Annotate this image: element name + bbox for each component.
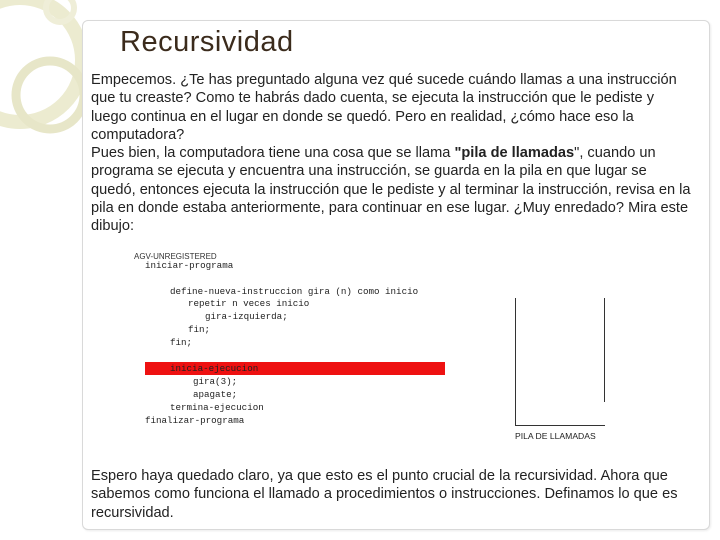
code-line: iniciar-programa [145, 260, 234, 271]
code-line: fin; [188, 324, 211, 335]
intro-text: Empecemos. ¿Te has preguntado alguna vez qué sucede cuándo llamas a una instrucción que tu creaste? Como te habrás dado cuenta, se ejecuta la instrucción que le pediste y luego continua en el lugar en donde se quedó. Pero en realidad, ¿cómo hace eso la computadora? [91, 72, 677, 143]
stack-explanation-rest: ", cuando un programa se ejecuta y encuentra una instrucción, se guarda en la pila en que lugar se quedó, entonces ejecuta la instrucción que le pediste y al terminar la instrucción, revisa en la pila en donde estaba anteriormente, para continuar en ese lugar. ¿Muy enredado? Mira este dibujo: [91, 145, 691, 235]
stack-bottom [515, 425, 605, 426]
code-line: inicia-ejecucion [170, 363, 259, 374]
code-line: repetir n veces inicio [188, 298, 310, 309]
intro-paragraph [91, 71, 691, 236]
deco-circle-large [0, 0, 82, 122]
stack-figure [445, 250, 610, 452]
code-line: fin; [170, 337, 193, 348]
code-line: define-nueva-instruccion gira (n) como inicio [170, 286, 419, 297]
deco-circle-dot [46, 0, 74, 22]
stack-term: "pila de llamadas [454, 145, 575, 162]
slide-title: Recursividad [120, 26, 294, 58]
code-line: gira-izquierda; [205, 311, 288, 322]
stack-right-wall [604, 298, 605, 402]
stack-label: PILA DE LLAMADAS [515, 431, 596, 441]
watermark-label: AGV-UNREGISTERED [134, 252, 217, 261]
stack-left-wall [515, 298, 516, 426]
code-line: finalizar-programa [145, 415, 245, 426]
stack-explanation-start: Pues bien, la computadora tiene una cosa que se llama [91, 145, 455, 162]
code-line: gira(3); [193, 376, 238, 387]
code-line: termina-ejecucion [170, 402, 264, 413]
deco-circle-small [16, 61, 84, 129]
closing-paragraph: Espero haya quedado claro, ya que esto es el punto crucial de la recursividad. Ahora que sabemos como funciona el llamado a procedimientos o instrucciones. Definamos lo que es recursividad. [91, 468, 678, 521]
code-figure [145, 250, 445, 452]
code-line: apagate; [193, 389, 238, 400]
